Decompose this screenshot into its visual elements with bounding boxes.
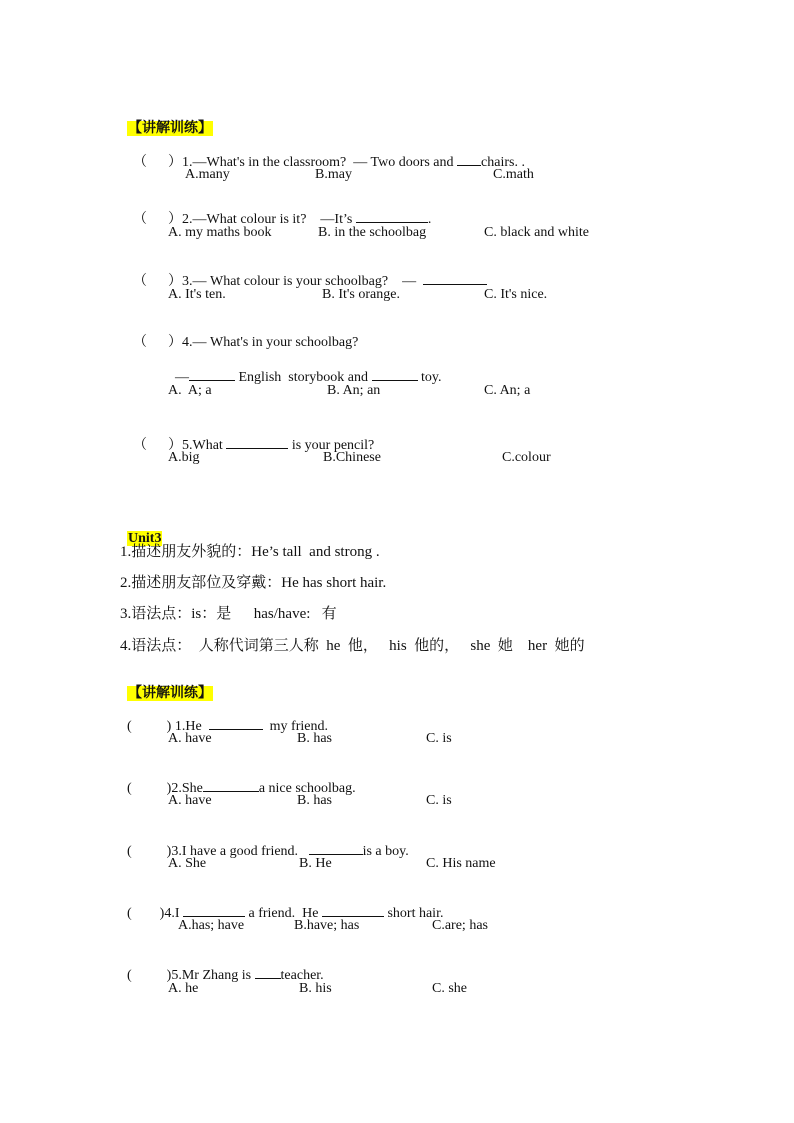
question-stem: 2.—What colour is it? —It’s [182,212,356,227]
question-5 [120,948,324,985]
option-c: C. An; a [484,383,531,398]
question-stem: 4.I [164,906,183,921]
answer-blank[interactable] [457,153,481,166]
question-stem-end: is your pencil? [288,438,375,453]
dash-text: — [175,370,189,385]
answer-bracket[interactable]: （ ） [133,438,182,453]
answer-bracket[interactable]: ( ) [127,906,165,921]
option-a: A.big [168,450,200,465]
option-a: A. A; a [168,383,212,398]
answer-blank[interactable] [322,904,384,917]
question-stem-end: chairs. . [481,155,525,170]
option-a: A. he [168,981,199,996]
section2-heading-text: 【讲解训练】 [128,686,212,701]
question-stem-end: a nice schoolbag. [258,781,356,796]
answer-bracket[interactable]: （ ） [133,335,182,350]
question-stem-mid: a friend. He [245,906,322,921]
option-a: A.many [185,167,230,182]
option-a: A. my maths book [168,225,272,240]
answer-blank[interactable] [203,779,259,792]
question-stem: 2.She [171,781,203,796]
option-c: C.math [493,167,534,182]
option-b: B. has [297,793,332,808]
option-b: B.Chinese [323,450,381,465]
question-stem: 5.Mr Zhang is [171,968,255,983]
option-c: C.are; has [432,918,488,933]
question-4 [120,886,443,923]
answer-blank[interactable] [309,842,363,855]
option-a: A. have [168,731,212,746]
option-b: B. He [299,856,332,871]
question-stem-end: is a boy. [362,844,409,859]
option-b: B.have; has [294,918,360,933]
option-a: A. have [168,793,212,808]
option-c: C. His name [426,856,496,871]
option-a: A.has; have [178,918,245,933]
option-b: B. An; an [327,383,381,398]
unit-title-text: Unit3 [128,531,162,546]
question-4 [126,316,358,352]
answer-bracket[interactable]: ( ) [127,781,172,796]
option-a: A. She [168,856,207,871]
section1-heading-text: 【讲解训练】 [128,121,212,136]
question-stem-end: short hair. [383,906,444,921]
section2-heading [120,667,213,703]
option-c: C. It's nice. [484,287,548,302]
option-c: C. is [426,793,452,808]
question-stem-end: . [427,212,432,227]
question-stem-end: my friend. [262,719,328,734]
question-stem: 3.— What colour is your schoolbag? — [182,274,424,289]
answer-blank[interactable] [423,272,487,285]
answer-bracket[interactable]: ( ) [127,719,172,734]
unit-point-4: 4.语法点： 人称代词第三人称 he 他， his 他的， she 她 her 她的 [120,638,585,654]
unit-point-2: 2.描述朋友部位及穿戴：He has short hair. [120,575,387,591]
question-stem: 1.He [171,719,209,734]
answer-text-end: toy. [417,370,442,385]
question-stem: 5.What [182,438,227,453]
answer-bracket[interactable]: （ ） [133,274,182,289]
answer-bracket[interactable]: （ ） [133,155,182,170]
answer-bracket[interactable]: （ ） [133,212,182,227]
answer-blank[interactable] [183,904,245,917]
answer-blank[interactable] [189,368,235,381]
answer-blank[interactable] [226,436,288,449]
option-b: B. has [297,731,332,746]
question-3 [120,824,409,861]
answer-blank[interactable] [356,210,428,223]
answer-bracket[interactable]: ( ) [127,968,172,983]
answer-text: English storybook and [235,370,372,385]
answer-blank[interactable] [372,368,418,381]
option-b: B. his [299,981,332,996]
question-stem: 1.—What's in the classroom? — Two doors and [182,155,458,170]
section1-heading [120,102,213,138]
answer-bracket[interactable]: ( ) [127,844,172,859]
option-b: B. It's orange. [322,287,400,302]
answer-blank[interactable] [255,966,281,979]
option-b: B.may [315,167,352,182]
question-stem: 3.I have a good friend. [171,844,309,859]
option-a: A. It's ten. [168,287,226,302]
option-b: B. in the schoolbag [318,225,427,240]
answer-blank[interactable] [209,717,263,730]
option-c: C. black and white [484,225,589,240]
option-c: C.colour [502,450,551,465]
option-c: C. is [426,731,452,746]
question-stem: 4.— What's in your schoolbag? [182,335,359,350]
unit-point-3: 3.语法点：is：是 has/have: 有 [120,606,337,622]
question-stem-end: teacher. [280,968,324,983]
option-c: C. she [432,981,467,996]
unit-point-1: 1.描述朋友外貌的：He’s tall and strong . [120,544,380,560]
